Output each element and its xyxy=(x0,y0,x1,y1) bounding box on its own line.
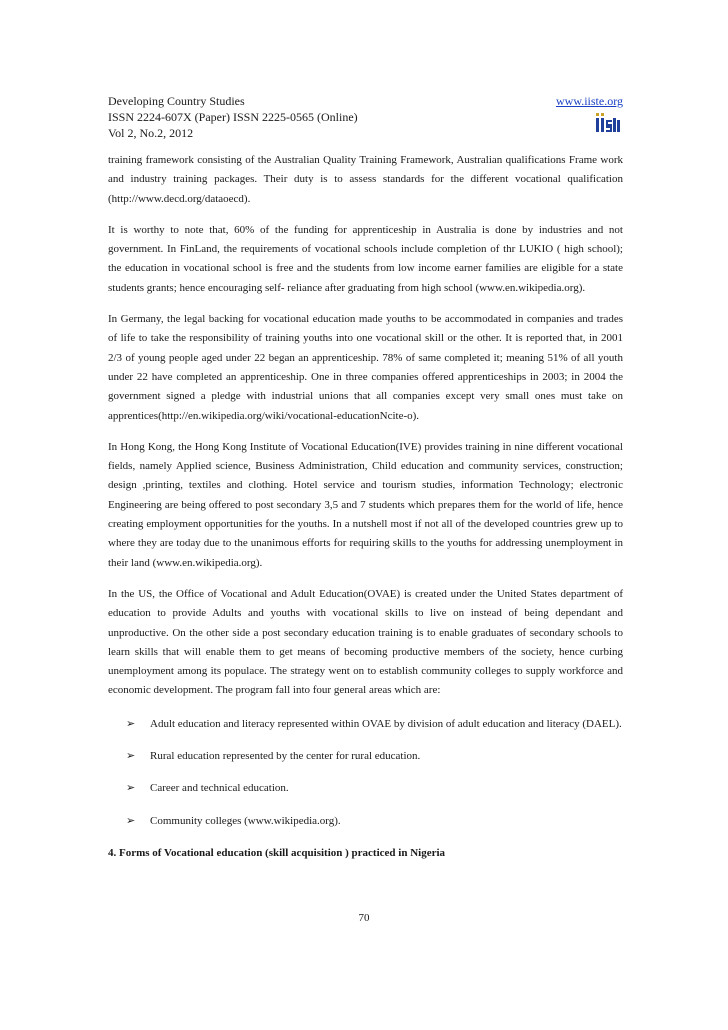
arrow-bullet-icon: ➢ xyxy=(126,717,136,730)
paragraph: training framework consisting of the Australian Quality Training Framework, Australian qualifications Frame work and industry training packages. Their duty is to assess standards for the different vocational qualification (http://www.decd.org/dataoecd). xyxy=(108,154,623,205)
iiste-logo xyxy=(595,112,621,134)
journal-title: Developing Country Studies xyxy=(108,94,245,108)
arrow-bullet-icon: ➢ xyxy=(126,814,136,827)
list-item xyxy=(108,812,623,831)
list-item xyxy=(108,747,623,766)
website-link[interactable]: www.iiste.org xyxy=(556,94,623,108)
section-heading: 4. Forms of Vocational education (skill acquisition ) practiced in Nigeria xyxy=(108,846,446,859)
bullet-list xyxy=(108,715,623,831)
volume-line: Vol 2, No.2, 2012 xyxy=(108,126,194,140)
page-header xyxy=(108,93,623,141)
page-number: 70 xyxy=(358,912,370,924)
article-body xyxy=(108,151,623,863)
list-item-text: Career and technical education. xyxy=(150,782,289,795)
list-item-text: Community colleges (www.wikipedia.org). xyxy=(150,814,341,827)
arrow-bullet-icon: ➢ xyxy=(126,782,136,795)
arrow-bullet-icon: ➢ xyxy=(126,750,136,763)
list-item xyxy=(108,715,623,734)
issn-line: ISSN 2224-607X (Paper) ISSN 2225-0565 (Online) xyxy=(108,110,358,124)
list-item-text: Adult education and literacy represented within OVAE by division of adult education and literacy (DAEL). xyxy=(150,717,622,730)
list-item xyxy=(108,779,623,798)
paragraph: In Germany, the legal backing for vocational education made youths to be accommodated in companies and trades of life to take the responsibility of training youths into one vocational skill or the other. It is reported that, in 2001 2/3 of young people aged under 22 began an apprenticeship. 78% of same completed it; meaning 51% of all youth under 22 have completed an apprenticeship. One in three companies offered apprenticeships in 2003; in 2004 the government signed a pledge with industrial unions that all companies except very small ones must take on apprentices(http://en.wikipedia.org/wiki/vocational-educationNcite-o). xyxy=(108,313,623,422)
paragraph: In the US, the Office of Vocational and Adult Education(OVAE) is created under the United States department of education to provide Adults and youths with vocational skills to live on instead of being dependant and unproductive. On the other side a post secondary education training is to enable graduates of secondary schools to learn skills that will enable them to get means of becoming productive members of the society, hence curbing unemployment among its populace. The strategy went on to establish community colleges to supply workforce and economic development. The program fall into four general areas which are: xyxy=(108,587,623,697)
paragraph: It is worthy to note that, 60% of the funding for apprenticeship in Australia is done by industries and not government. In FinLand, the requirements of vocational schools include completion of thr LUKIO ( high school); the education in vocational school is free and the students from low income earner families are eligible for a state students grants; hence encouraging self- reliance after graduating from high school (www.en.wikipedia.org). xyxy=(108,223,623,294)
list-item-text: Rural education represented by the center for rural education. xyxy=(150,750,421,763)
paragraph: In Hong Kong, the Hong Kong Institute of Vocational Education(IVE) provides training in nine different vocational fields, namely Applied science, Business Administration, Child education and community services, construction; design ,printing, textiles and clothing. Hotel service and tourism studies, information Technology; electronic Engineering are being offered to post secondary 3,5 and 7 students which prepares them for the world of life, hence creating employment opportunities for the youths. In a nutshell most if not all of the developed countries grew up to where they are today due to the unanimous efforts for requiring skills to the youths for addressing unemployment in their land (www.en.wikipedia.org). xyxy=(108,440,623,569)
